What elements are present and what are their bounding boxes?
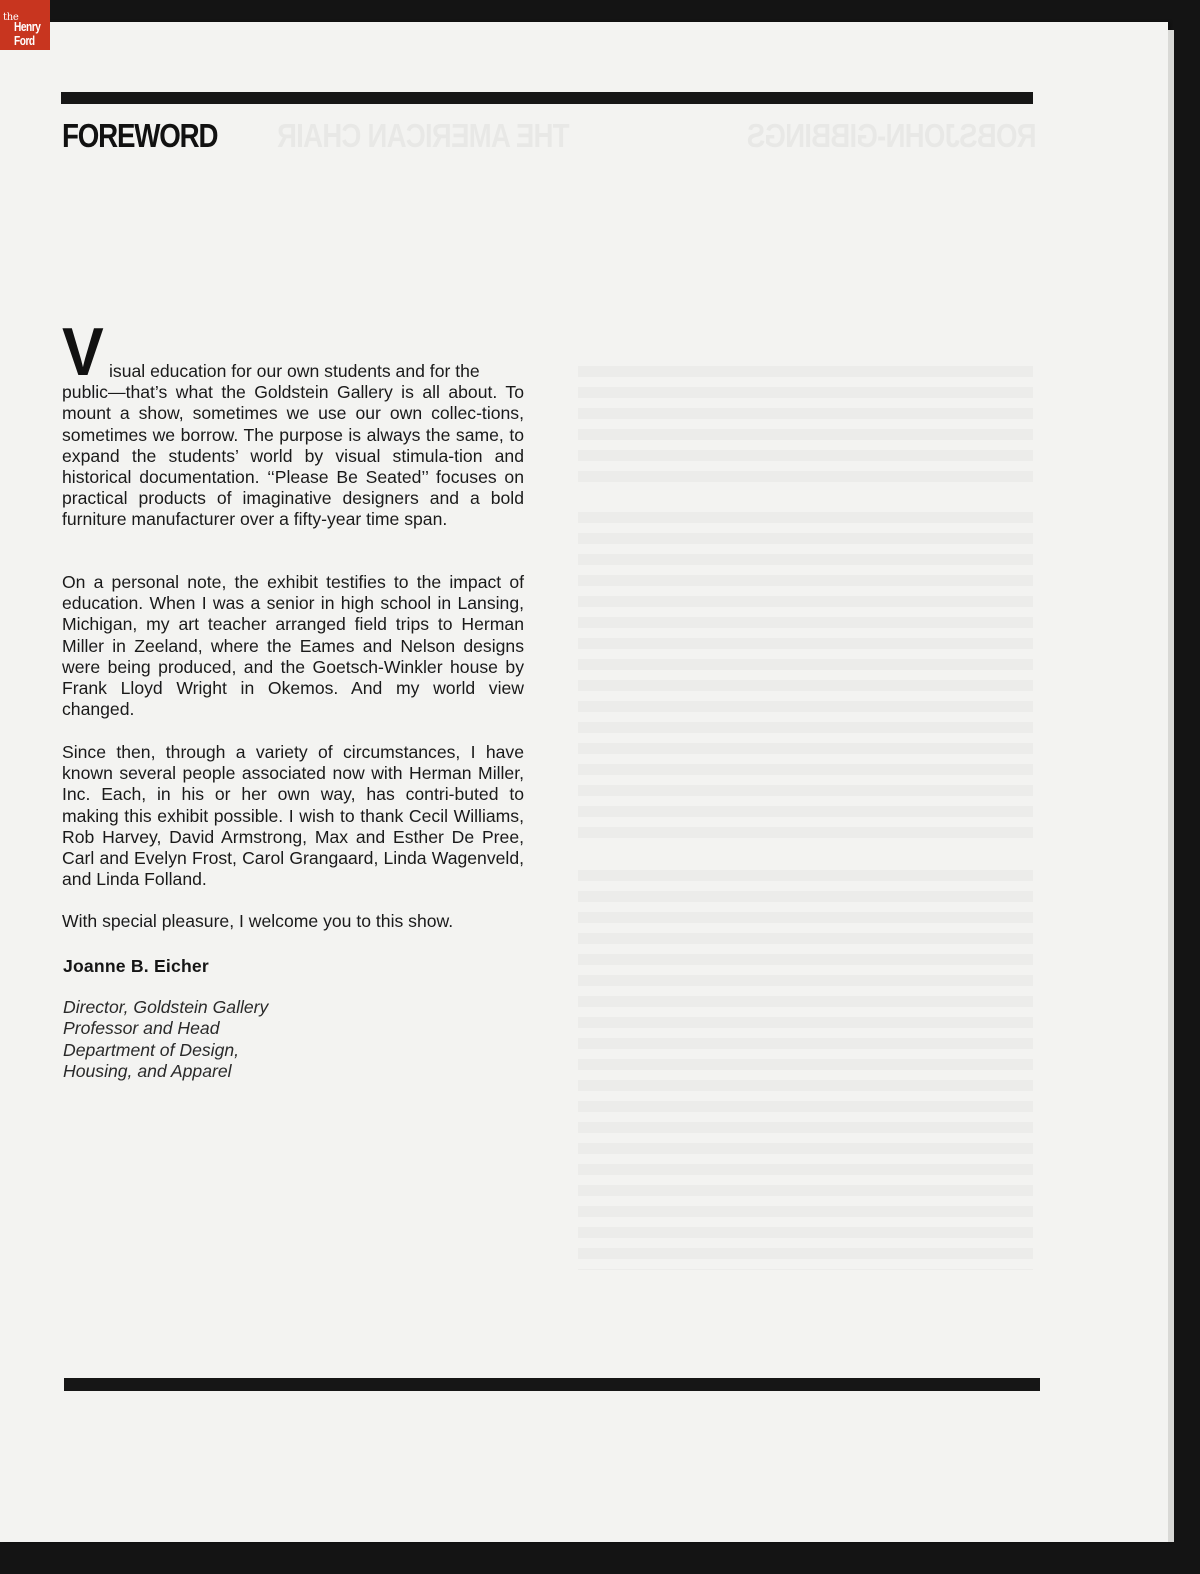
paragraph-3: Since then, through a variety of circumstances, I have known several people associated now with Herman Miller, Inc. Each, in his or her own way, has contri-buted to making this exhibit possible. I wish to thank Cecil Williams, Rob Harvey, David Armstrong, Max and Esther De Pree, Carl and Evelyn Frost, Carol Grangaard, Linda Wagenveld, and Linda Folland.: [62, 742, 524, 890]
logo-text-ford: Ford: [14, 33, 35, 48]
logo-text-the: the: [3, 12, 19, 23]
drop-cap: V: [62, 314, 104, 390]
signature-title-line: Professor and Head: [63, 1018, 220, 1039]
henry-ford-logo: [0, 0, 50, 50]
paragraph-1-rest: public—that’s what the Goldstein Gallery is all about. To mount a show, sometimes we use our own collec-tions, sometimes we borrow. The purpose is always the same, to expand the students’ world by visual stimula-tion and historical documentation. ‘‘Please Be Seated’’ focuses on practical products of imaginative designers and a bold furniture manufacturer over a fifty-year time span.: [62, 382, 524, 530]
signature-title-line: Department of Design,: [63, 1039, 240, 1060]
show-through-text: [578, 870, 1033, 1270]
paragraph-2: On a personal note, the exhibit testifies to the impact of education. When I was a senior in high school in Lansing, Michigan, my art teacher arranged field trips to Herman Miller in Zeeland, where the Eames and Nelson designs were being produced, and the Goetsch-Winkler house by Frank Lloyd Wright in Okemos. And my world view changed.: [62, 572, 524, 720]
signature-title-line: Director, Goldstein Gallery: [63, 997, 269, 1017]
top-rule: [61, 92, 1033, 104]
signature-title-line: Housing, and Apparel: [63, 1061, 232, 1082]
bottom-rule: [64, 1378, 1040, 1391]
show-through-text: [578, 512, 1033, 842]
show-through-text: [578, 366, 1033, 484]
paragraph-1: [62, 361, 524, 531]
logo-text-henry: Henry: [14, 19, 41, 34]
page-title: FOREWORD: [62, 117, 218, 154]
paragraph-1-first-line: isual education for our own students and for the: [109, 361, 480, 381]
page-edge: [1168, 30, 1174, 1542]
show-through-heading: [278, 114, 570, 158]
paragraph-4: With special pleasure, I welcome you to this show.: [62, 911, 454, 931]
show-through-heading: [748, 114, 1037, 158]
signature-name: Joanne B. Eicher: [63, 956, 209, 976]
signature-titles: [63, 997, 268, 1083]
